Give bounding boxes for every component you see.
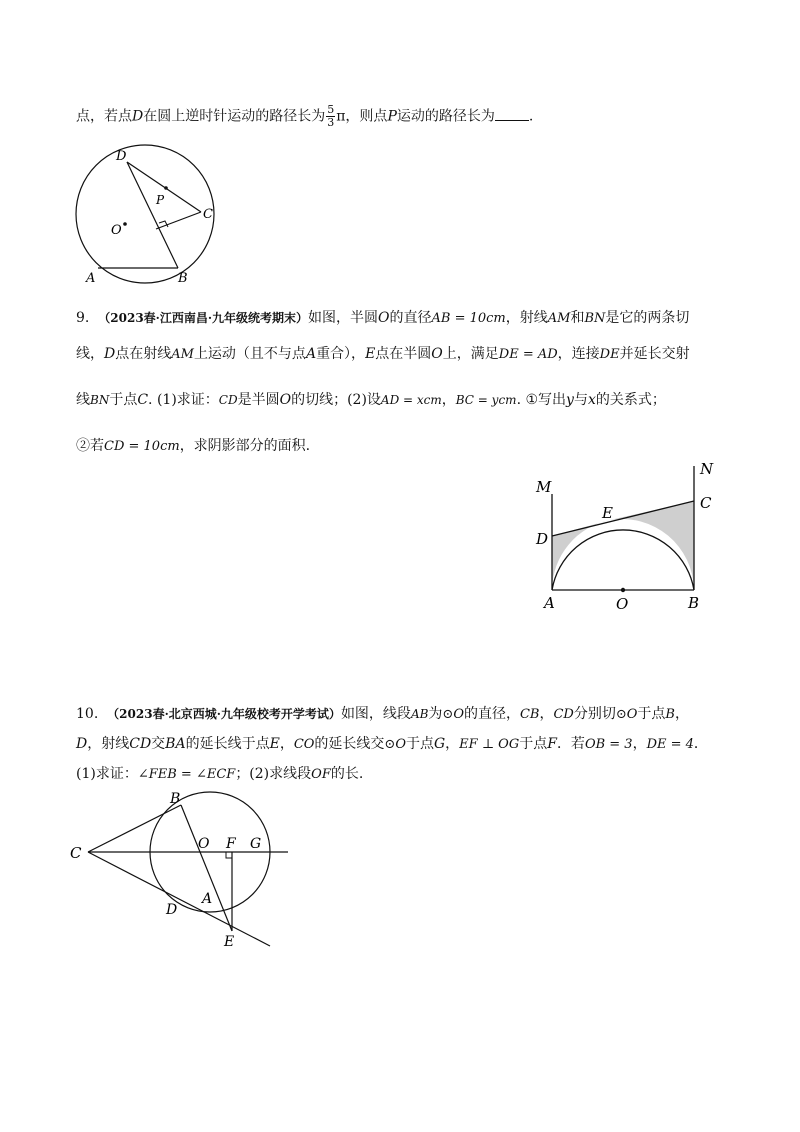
q9-text: ②若 (76, 438, 104, 454)
q8-segment-db (127, 162, 178, 268)
q9-math: AM (171, 347, 194, 362)
q9-label-d: D (536, 530, 549, 548)
q10-number: 10. (76, 706, 99, 722)
q8-label-d: D (116, 149, 127, 164)
q9-text: 上，满足 (442, 346, 499, 362)
q10-math: ∠FEB = ∠ECF (137, 767, 236, 782)
q9-math: CD = 10cm (104, 439, 180, 454)
q10-text: 分别切 (573, 706, 616, 722)
q10-text: ， (279, 736, 294, 752)
q9-label-n: N (700, 460, 714, 478)
q9-math: CD (218, 393, 238, 407)
q10-math: ⊙O (615, 707, 638, 722)
q10-label-g: G (250, 836, 262, 852)
q9-text: . (1)求证： (148, 392, 219, 408)
q9-text: 是它的两条切 (605, 310, 690, 326)
q10-text: 如图，线段 (340, 706, 411, 722)
q9-var: y (566, 392, 574, 408)
q9-label-m: M (536, 478, 552, 496)
q9-var: A (305, 346, 317, 362)
q8-segment-ca-perp (156, 212, 201, 229)
q9-math: AD = xcm (380, 393, 442, 407)
q10-math: CD (553, 707, 574, 722)
q9-text: ，射线 (505, 310, 548, 326)
q8-label-a: A (86, 271, 96, 286)
q9-label-b: B (688, 594, 700, 612)
q9-text: 与 (573, 392, 588, 408)
q9-var: O (431, 346, 443, 362)
q8-label-o: O (111, 223, 122, 238)
q10-label-b: B (170, 791, 181, 807)
q9-line-1 (76, 308, 689, 329)
q9-var: O (279, 392, 292, 408)
q9-text: ，连接 (557, 346, 600, 362)
q8-circle (76, 145, 214, 283)
q10-line-3 (76, 764, 363, 785)
q10-text: (1)求证： (76, 766, 138, 782)
q10-math: OF (311, 767, 331, 782)
q10-right-angle-mark (226, 852, 232, 858)
q9-text: 于点 (109, 392, 138, 408)
q10-text: 交 (151, 736, 166, 752)
q10-var: BA (165, 736, 186, 752)
q8-point-p (164, 186, 168, 190)
q8-answer-blank[interactable] (495, 106, 529, 121)
q8-fraction-numerator: 5 (327, 103, 335, 116)
q9-text: 线 (76, 392, 90, 408)
q10-text: ， (632, 736, 647, 752)
q10-var: D (76, 736, 88, 752)
q10-text: ， (539, 706, 554, 722)
q10-text: ， (445, 736, 460, 752)
q9-figure (530, 458, 730, 618)
q8-fraction (326, 104, 335, 129)
q10-math: DE = 4 (646, 737, 694, 752)
q9-var: x (587, 392, 596, 408)
q9-text: ，求阴影部分的面积. (179, 438, 311, 454)
q10-text: 于点 (637, 706, 666, 722)
q8-text: 运动的路径长为 (396, 108, 495, 125)
q9-shaded-region-right (610, 501, 694, 590)
q9-text: 上运动（且不与点 (193, 346, 306, 362)
q9-math: BN (584, 311, 606, 326)
q10-text: ． (693, 736, 708, 752)
q8-text: 在圆上逆时针运动的路径长为 (143, 108, 326, 125)
q10-label-a: A (202, 891, 213, 907)
q9-line-2 (76, 344, 690, 365)
q9-text: 的直径 (389, 310, 432, 326)
q9-var: O (378, 310, 390, 326)
q10-line-1 (76, 704, 689, 725)
q8-figure (70, 140, 230, 290)
q9-source: （2023春·江西南昌·九年级统考期末） (98, 311, 309, 325)
q9-math: AB = 10cm (431, 311, 506, 326)
q10-var: E (269, 736, 280, 752)
q10-math: B (665, 707, 675, 722)
q9-math: AM (547, 311, 571, 326)
q10-var: CD (129, 736, 152, 752)
q10-text: 的长. (330, 766, 364, 782)
q8-text-line (76, 104, 533, 129)
q9-text: 的关系式； (595, 392, 666, 408)
q10-var: G (433, 736, 446, 752)
q8-label-b: B (178, 271, 188, 286)
q10-label-o: O (198, 836, 210, 852)
q10-text: 为 (428, 706, 443, 722)
q9-text: 线， (76, 346, 104, 362)
q8-point-o (123, 222, 127, 226)
q10-text: 的延长线于点 (185, 736, 270, 752)
q8-var-p: P (387, 108, 397, 125)
q10-text: 的直径， (463, 706, 520, 722)
q10-text: ，射线 (87, 736, 130, 752)
q8-text: . (528, 108, 534, 125)
q8-text: π，则点 (336, 108, 388, 125)
q9-label-a: A (544, 594, 555, 612)
q10-var: F (547, 736, 557, 752)
q9-label-o: O (616, 595, 629, 613)
q10-math: CB (519, 707, 540, 722)
q9-var: C (137, 392, 149, 408)
q10-text: ， (674, 706, 689, 722)
q9-shaded-region-left (552, 520, 610, 590)
q8-var-d: D (132, 108, 144, 125)
q10-math: EF ⊥ OG (459, 737, 520, 752)
q9-line-4 (76, 436, 310, 457)
q9-line-3 (76, 390, 666, 410)
q8-text: 点，若点 (76, 108, 132, 125)
q9-text: 点在半圆 (375, 346, 432, 362)
q9-math: BN (90, 393, 110, 407)
q9-label-e: E (602, 504, 613, 522)
q10-math: AB (410, 707, 429, 721)
q10-ray-cde (88, 852, 270, 946)
q10-label-e: E (224, 934, 235, 950)
q10-math: ⊙O (442, 707, 464, 722)
q10-label-d: D (166, 902, 178, 918)
q10-figure (64, 790, 304, 955)
q8-fraction-denominator: 3 (327, 116, 335, 129)
q10-text: 于点 (405, 736, 434, 752)
q10-math: CO (293, 737, 315, 752)
q8-label-c: C (203, 207, 213, 222)
q9-text: 是半圆 (237, 392, 280, 408)
q10-source: （2023春·北京西城·九年级校考开学考试） (107, 707, 341, 721)
q9-label-c: C (700, 494, 712, 512)
q10-text: 于点 (519, 736, 548, 752)
q9-text: 如图，半圆 (308, 310, 379, 326)
q10-line-2 (76, 734, 708, 755)
q9-var: D (104, 346, 116, 362)
q9-text: 和 (570, 310, 585, 326)
q10-text: 的延长线交 (314, 736, 385, 752)
q9-text: 重合）， (316, 346, 366, 362)
q10-math: ⊙O (384, 737, 406, 752)
q10-tangent-cb (88, 805, 181, 852)
q9-text: . ①写出 (516, 392, 567, 408)
q9-text: ， (441, 392, 456, 408)
q10-text: ；(2)求线段 (235, 766, 312, 782)
q9-number: 9. (76, 310, 90, 326)
q9-text: 并延长交射 (619, 346, 690, 362)
q10-label-c: C (70, 844, 82, 862)
q9-math: DE (599, 347, 620, 362)
q8-label-p: P (156, 193, 165, 207)
q9-text: 的切线；(2)设 (291, 392, 381, 408)
q10-math: OB = 3 (584, 737, 633, 752)
q9-text: 点在射线 (115, 346, 172, 362)
q10-label-f: F (226, 836, 236, 852)
q10-text: ．若 (556, 736, 585, 752)
q9-math: BC = ycm (455, 393, 517, 407)
q9-point-o (621, 588, 625, 592)
q9-var: E (365, 346, 376, 362)
q9-math: DE = AD (498, 347, 558, 362)
